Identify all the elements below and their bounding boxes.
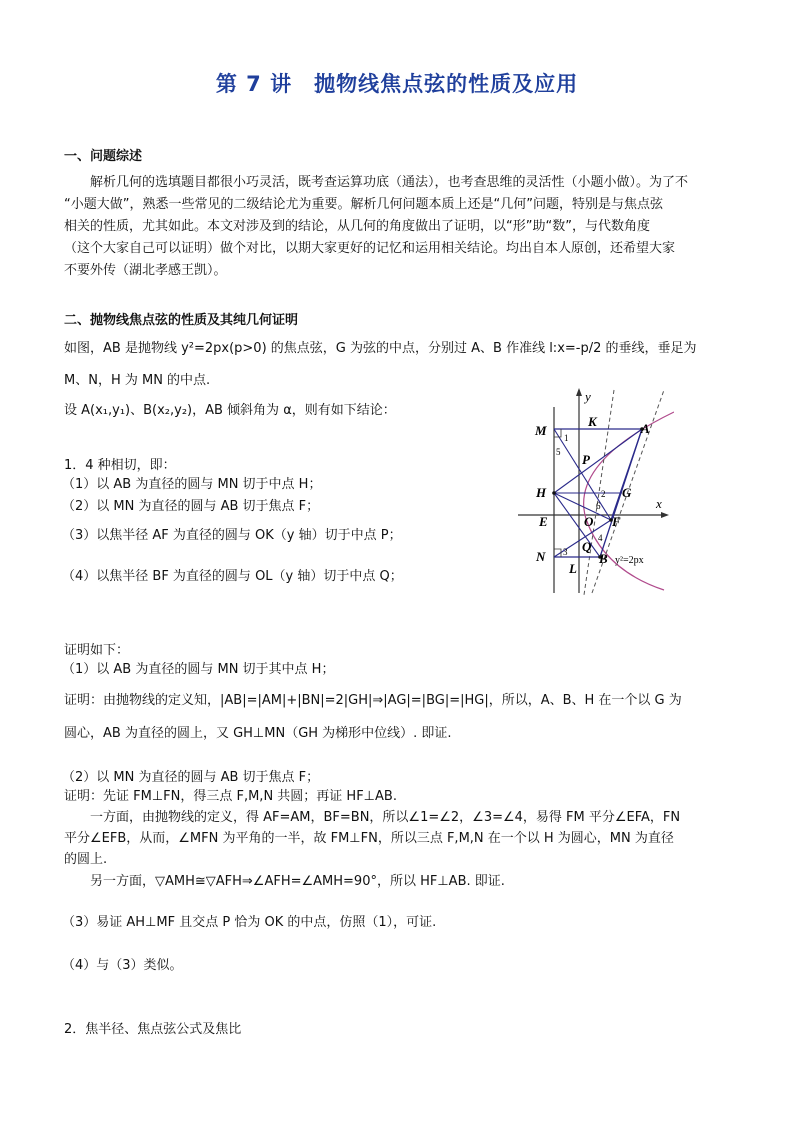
proof-claim-2: （2）以 MN 为直径的圆与 AB 切于焦点 F； — [62, 770, 320, 785]
section1-line: 相关的性质，尤其如此。本文对涉及到的结论，从几何的角度做出了证明，以“形”助“数”，与代数角度 — [64, 219, 650, 234]
label-E: E — [539, 514, 548, 529]
label-N: N — [536, 549, 546, 564]
label-K: K — [588, 414, 597, 429]
segment-AF — [611, 429, 642, 520]
x-axis-arrow — [661, 512, 669, 518]
proof-heading: 证明如下： — [64, 643, 130, 658]
curve-equation-label: y²=2px — [615, 555, 644, 566]
section2-intro: M、N，H 为 MN 的中点. — [64, 373, 211, 388]
proof-claim-4: （4）与（3）类似。 — [62, 958, 183, 973]
list-item: （4）以焦半径 BF 为直径的圆与 OL（y 轴）切于中点 Q； — [62, 569, 403, 584]
list-item: （1）以 AB 为直径的圆与 MN 切于中点 H； — [62, 477, 322, 492]
list-item: （3）以焦半径 AF 为直径的圆与 OK（y 轴）切于中点 P； — [62, 528, 402, 543]
proof-2-text: 证明：先证 FM⊥FN，得三点 F,M,N 共圆；再证 HF⊥AB. — [64, 789, 397, 804]
section2-heading: 二、抛物线焦点弦的性质及其纯几何证明 — [64, 313, 299, 328]
label-M: M — [535, 423, 547, 438]
proof-2-text: 另一方面，▽AMH≅▽AFH⇒∠AFH=∠AMH=90°，所以 HF⊥AB. 即证. — [90, 874, 505, 889]
label-B: B — [599, 551, 608, 566]
proof-claim-3: （3）易证 AH⊥MF 且交点 P 恰为 OK 的中点，仿照（1），可证. — [62, 915, 437, 930]
section1-line: “小题大做”，熟悉一些常见的二级结论尤为重要。解析几何问题本质上还是“几何”问题，特别是与焦点弦 — [64, 197, 663, 212]
next-section-heading: 2．焦半径、焦点弦公式及焦比 — [64, 1022, 242, 1037]
section2-intro: 如图，AB 是抛物线 y²=2px(p>0) 的焦点弦，G 为弦的中点，分别过 A、B 作准线 l:x=-p/2 的垂线，垂足为 — [64, 341, 697, 356]
angle-label-6: 6 — [596, 501, 601, 511]
label-L: L — [569, 561, 577, 576]
label-A: A — [641, 421, 650, 436]
angle-label-4: 4 — [598, 533, 603, 543]
parabola-figure — [514, 385, 674, 595]
proof-2-text: 一方面，由抛物线的定义，得 AF=AM，BF=BN，所以∠1=∠2，∠3=∠4，易得 FM 平分∠EFA，FN — [90, 810, 681, 825]
proof-2-text: 平分∠EFB，从而，∠MFN 为平角的一半，故 FM⊥FN，所以三点 F,M,N 在一个以 H 为圆心，MN 为直径 — [64, 831, 674, 846]
label-x: x — [656, 496, 662, 511]
angle-label-2: 2 — [601, 489, 606, 499]
label-G: G — [622, 485, 632, 500]
label-P: P — [582, 452, 590, 467]
angle-label-3: 3 — [563, 547, 568, 557]
label-y: y — [585, 389, 591, 404]
angle-label-1: 1 — [564, 433, 569, 443]
point-H — [552, 491, 556, 495]
label-F: F — [612, 514, 621, 529]
list-item: （2）以 MN 为直径的圆与 AB 切于焦点 F； — [62, 499, 320, 514]
section1-heading: 一、问题综述 — [64, 149, 143, 164]
label-H: H — [536, 485, 547, 500]
page-title: 第 7 讲 抛物线焦点弦的性质及应用 — [215, 72, 579, 96]
proof-claim-1: （1）以 AB 为直径的圆与 MN 切于其中点 H； — [62, 662, 335, 677]
list-heading: 1．4 种相切，即： — [64, 458, 176, 473]
label-O: O — [584, 514, 594, 529]
proof-1-text: 圆心，AB 为直径的圆上，又 GH⊥MN（GH 为梯形中位线）. 即证. — [64, 726, 452, 741]
section1-line: 不要外传（湖北孝感王凯）。 — [64, 263, 227, 278]
label-Q: Q — [582, 539, 592, 554]
section1-line: （这个大家自己可以证明）做个对比，以期大家更好的记忆和运用相关结论。均出自本人原创，还希望大家 — [64, 241, 676, 256]
section1-paragraph — [64, 172, 728, 282]
section1-line: 解析几何的选填题目都很小巧灵活，既考查运算功底（通法），也考查思维的灵活性（小题小做）。为了不 — [90, 175, 689, 190]
proof-1-text: 证明：由抛物线的定义知，|AB|=|AM|+|BN|=2|GH|⇒|AG|=|BG|=|HG|，所以，A、B、H 在一个以 G 为 — [64, 693, 682, 708]
angle-label-5: 5 — [556, 447, 561, 457]
section2-intro: 设 A(x₁,y₁)、B(x₂,y₂)，AB 倾斜角为 α，则有如下结论： — [64, 403, 396, 418]
y-axis-arrow — [576, 388, 582, 396]
proof-2-text: 的圆上. — [64, 852, 108, 867]
